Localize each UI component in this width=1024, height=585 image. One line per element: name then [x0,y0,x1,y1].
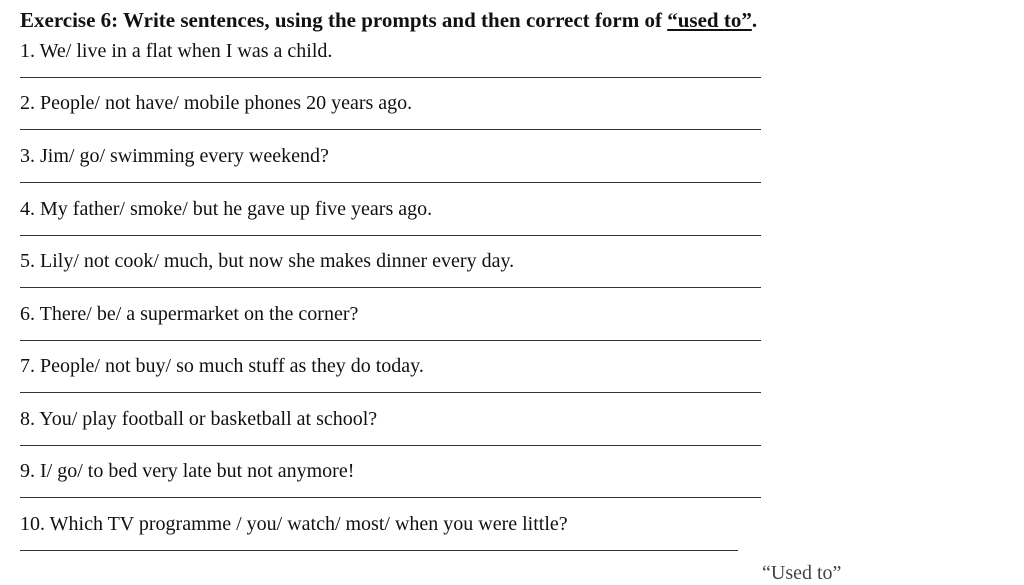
answer-line[interactable] [20,497,761,498]
item-prompt: 5. Lily/ not cook/ much, but now she makes dinner every day. [20,250,515,272]
item-prompt: 3. Jim/ go/ swimming every weekend? [20,145,329,167]
item-prompt: 10. Which TV programme / you/ watch/ most/ when you were little? [20,513,568,535]
answer-line[interactable] [20,235,761,236]
answer-line[interactable] [20,550,738,551]
worksheet-page [20,0,1020,571]
answer-line[interactable] [20,182,761,183]
exercise-item-9 [20,460,765,512]
item-prompt: 1. We/ live in a flat when I was a child. [20,40,333,62]
exercise-item-5 [20,250,765,302]
exercise-title-prefix: Exercise 6: Write sentences, using the prompts and then correct form of [20,8,668,32]
exercise-item-8 [20,408,765,460]
exercise-item-4 [20,198,765,250]
answer-line[interactable] [20,287,761,288]
item-prompt: 7. People/ not buy/ so much stuff as they do today. [20,355,424,377]
exercise-item-1 [20,40,765,92]
item-prompt: 6. There/ be/ a supermarket on the corner? [20,303,359,325]
answer-line[interactable] [20,445,761,446]
exercise-title [20,8,757,33]
answer-line[interactable] [20,392,761,393]
exercise-item-6 [20,303,765,355]
item-prompt: 2. People/ not have/ mobile phones 20 years ago. [20,92,413,114]
exercise-title-suffix: . [751,8,758,32]
exercise-item-3 [20,145,765,197]
exercise-item-10 [20,513,765,565]
exercise-title-emphasis: “used to” [667,8,752,32]
item-prompt: 9. I/ go/ to bed very late but not anymore! [20,460,355,482]
item-prompt: 8. You/ play football or basketball at school? [20,408,378,430]
answer-line[interactable] [20,340,761,341]
exercise-item-2 [20,92,765,144]
answer-line[interactable] [20,129,761,130]
answer-line[interactable] [20,77,761,78]
exercise-item-7 [20,355,765,407]
cutoff-heading: “Used to” [762,562,842,584]
item-prompt: 4. My father/ smoke/ but he gave up five years ago. [20,198,433,220]
